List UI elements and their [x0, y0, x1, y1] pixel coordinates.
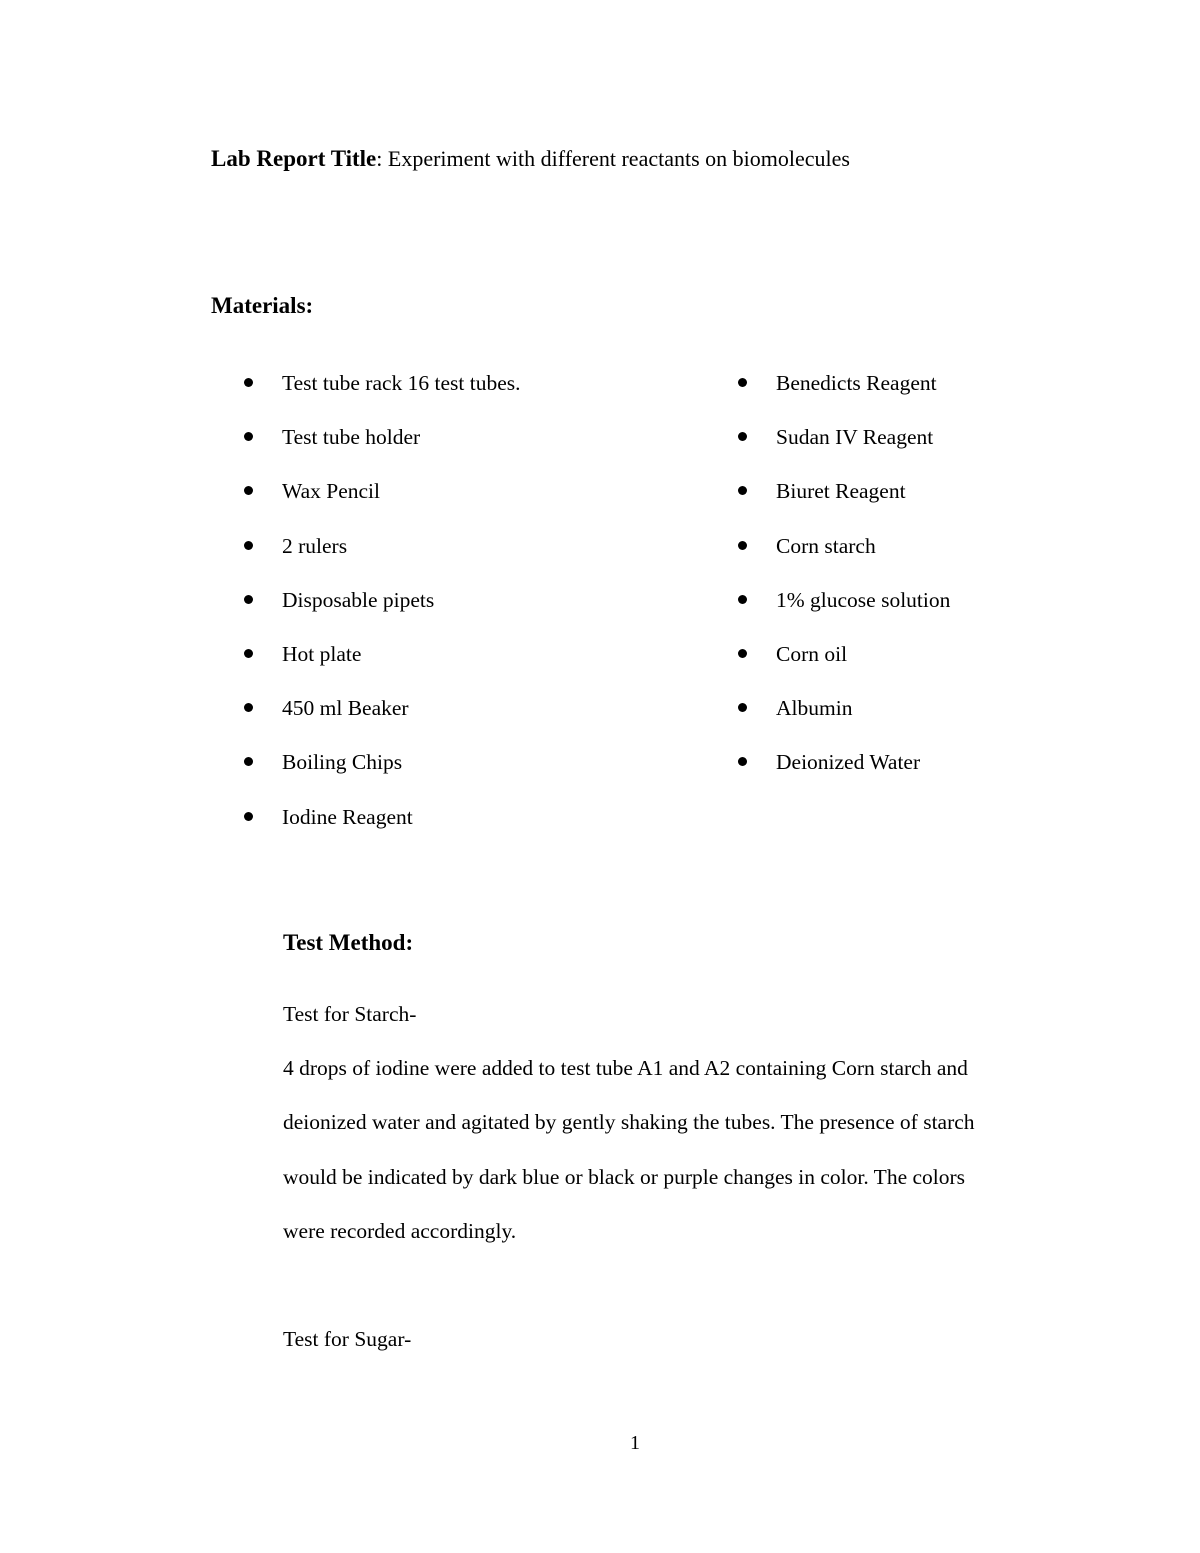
list-item-text: Sudan IV Reagent [776, 425, 934, 450]
list-item-text: Wax Pencil [282, 479, 380, 504]
list-item-text: Boiling Chips [282, 750, 403, 775]
bullet-icon [738, 595, 747, 604]
bullet-icon [738, 757, 747, 766]
bullet-icon [244, 378, 253, 387]
list-item-text: Corn starch [776, 533, 876, 558]
bullet-icon [244, 649, 253, 658]
sugar-test-heading: Test for Sugar- [283, 1327, 412, 1352]
list-item-text: Hot plate [282, 641, 362, 666]
bullet-icon [738, 649, 747, 658]
test-method-body [283, 987, 1063, 1366]
starch-paragraph-line: were recorded accordingly. [283, 1218, 517, 1243]
bullet-icon [738, 541, 747, 550]
report-title-text: Experiment with different reactants on biomolecules [382, 146, 850, 171]
starch-paragraph-line: 4 drops of iodine were added to test tube A1 and A2 containing Corn starch and [283, 1056, 968, 1081]
bullet-icon [244, 812, 253, 821]
list-item-text: 450 ml Beaker [282, 696, 409, 721]
list-item-text: 2 rulers [282, 533, 348, 558]
starch-paragraph-line: deionized water and agitated by gently shaking the tubes. The presence of starch [283, 1110, 975, 1135]
bullet-icon [244, 703, 253, 712]
report-title-line [211, 143, 850, 175]
bullet-icon [738, 486, 747, 495]
list-item-text: Biuret Reagent [776, 479, 906, 504]
bullet-icon [244, 595, 253, 604]
test-method-heading: Test Method: [283, 930, 414, 955]
materials-heading: Materials: [211, 293, 314, 318]
bullet-icon [738, 378, 747, 387]
list-item-text: Test tube rack 16 test tubes. [282, 371, 521, 395]
paragraph-spacer [283, 1258, 1063, 1312]
list-item-text: Deionized Water [776, 750, 921, 775]
report-title-label: Lab Report Title [211, 146, 377, 171]
list-item-text: Benedicts Reagent [776, 371, 937, 395]
list-item-text: Iodine Reagent [282, 804, 413, 829]
bullet-icon [244, 541, 253, 550]
report-title-separator: : [376, 146, 383, 171]
bullet-icon [738, 703, 747, 712]
page-number: 1 [630, 1432, 640, 1454]
bullet-icon [738, 432, 747, 441]
list-item-text: Test tube holder [282, 425, 421, 450]
starch-test-heading: Test for Starch- [283, 1002, 417, 1026]
bullet-icon [244, 757, 253, 766]
list-item-text: Corn oil [776, 641, 848, 666]
list-item-text: Disposable pipets [282, 587, 435, 612]
starch-paragraph-line: would be indicated by dark blue or black or purple changes in color. The colors [283, 1164, 966, 1189]
list-item-text: 1% glucose solution [776, 587, 951, 612]
bullet-icon [244, 432, 253, 441]
list-item-text: Albumin [776, 696, 853, 721]
bullet-icon [244, 486, 253, 495]
